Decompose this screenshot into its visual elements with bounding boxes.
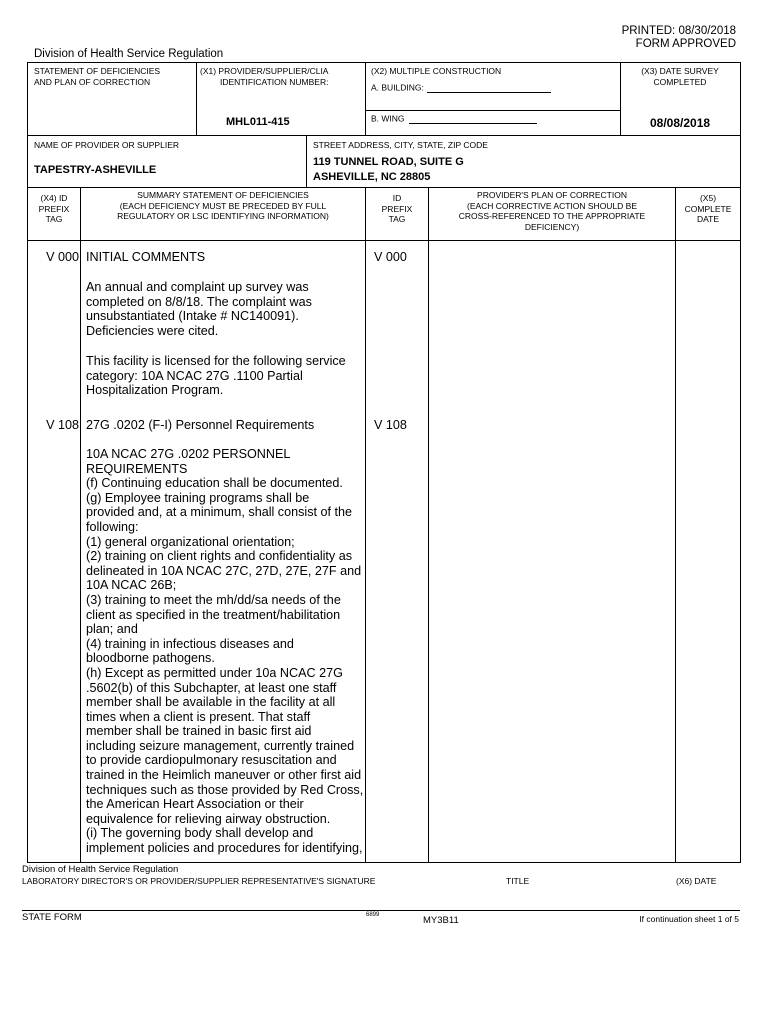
id-header: ID PREFIX TAG (381, 193, 413, 224)
heading-personnel: 27G .0202 (F-I) Personnel Requirements (86, 418, 315, 432)
building-field: A. BUILDING: (371, 82, 551, 93)
paragraph-regulation: 10A NCAC 27G .0202 PERSONNEL REQUIREMENTS (f) Continuing education shall be documented. (g) Employee training programs shall be provided and, at a minimum, shall consist of the following: (1) general organizational orientation; (2) training on client rights and confidentiality as delineated in 10A NCAC 27C, 27D, 27E, 27F and 10A NCAC 26B; (3) training to meet the mh/dd/sa needs of the client as specified in the treatment/habilitation plan; and (4) training in infectious diseases and bloodborne pathogens. (h) Except as permitted under 10a NCAC 27G .5602(b) of this Subchapter, at least one staff member shall be available in the facility at all times when a client is present. That staff member shall be trained in basic first aid including seizure management, currently trained to provide cardiopulmonary resuscitation and trained in the Heimlich maneuver or other first aid techniques such as those provided by Red Cross, the American Heart Association or their equivalence for relieving airway obstruction. (i) The governing body shall develop and implement policies and procedures for identifying, (86, 447, 364, 856)
paragraph-license: This facility is licensed for the following service category: 10A NCAC 27G .1100 Partial Hospitalization Program. (86, 354, 346, 398)
provider-id: MHL011-415 (226, 116, 290, 128)
agency-title: Division of Health Service Regulation (34, 48, 224, 60)
printed-date: PRINTED: 08/30/2018 (621, 25, 736, 37)
title-label: TITLE (506, 876, 530, 886)
statement-label: STATEMENT OF DEFICIENCIES AND PLAN OF CORRECTION (34, 66, 161, 87)
paragraph-survey: An annual and complaint up survey was completed on 8/8/18. The complaint was unsubstantiated (Intake # NC140091). Deficiencies were cited. (86, 280, 312, 338)
survey-date: 08/08/2018 (650, 116, 711, 130)
x1-label: (X1) PROVIDER/SUPPLIER/CLIA IDENTIFICATION NUMBER: (200, 66, 329, 87)
x4-header: (X4) ID PREFIX TAG (38, 193, 70, 224)
form-approved: FORM APPROVED (635, 38, 736, 50)
tag-v000: V 000 (46, 250, 79, 264)
continuation-sheet: If continuation sheet 1 of 5 (639, 914, 739, 924)
x6-date-label: (X6) DATE (676, 876, 717, 886)
form-number: 6899 (366, 912, 380, 918)
x2-label: (X2) MULTIPLE CONSTRUCTION (371, 66, 502, 76)
provider-name: TAPESTRY-ASHEVILLE (34, 164, 157, 176)
signature-label: LABORATORY DIRECTOR'S OR PROVIDER/SUPPLIER REPRESENTATIVE'S SIGNATURE (22, 876, 376, 886)
x5-header: (X5) COMPLETE DATE (684, 193, 732, 224)
tag-v000-right: V 000 (374, 250, 407, 264)
tag-v108: V 108 (46, 418, 79, 432)
address-label: STREET ADDRESS, CITY, STATE, ZIP CODE (313, 140, 488, 150)
state-form-label: STATE FORM (22, 912, 82, 923)
summary-header: SUMMARY STATEMENT OF DEFICIENCIES (EACH DEFICIENCY MUST BE PRECEDED BY FULL REGULATORY OR LSC IDENTIFYING INFORMATION) (117, 190, 329, 221)
tag-v108-right: V 108 (374, 418, 407, 432)
event-id: MY3B11 (423, 915, 459, 926)
footer-agency: Division of Health Service Regulation (22, 864, 179, 875)
address-line-2: ASHEVILLE, NC 28805 (313, 171, 431, 183)
heading-initial-comments: INITIAL COMMENTS (86, 250, 206, 264)
wing-field: B. WING (371, 113, 537, 124)
address-line-1: 119 TUNNEL ROAD, SUITE G (313, 156, 464, 168)
x3-label: (X3) DATE SURVEY COMPLETED (641, 66, 719, 87)
plan-header: PROVIDER'S PLAN OF CORRECTION (EACH CORRECTIVE ACTION SHOULD BE CROSS-REFERENCED TO THE APPROPRIATE DEFICIENCY) (458, 190, 646, 232)
provider-name-label: NAME OF PROVIDER OR SUPPLIER (34, 140, 179, 150)
